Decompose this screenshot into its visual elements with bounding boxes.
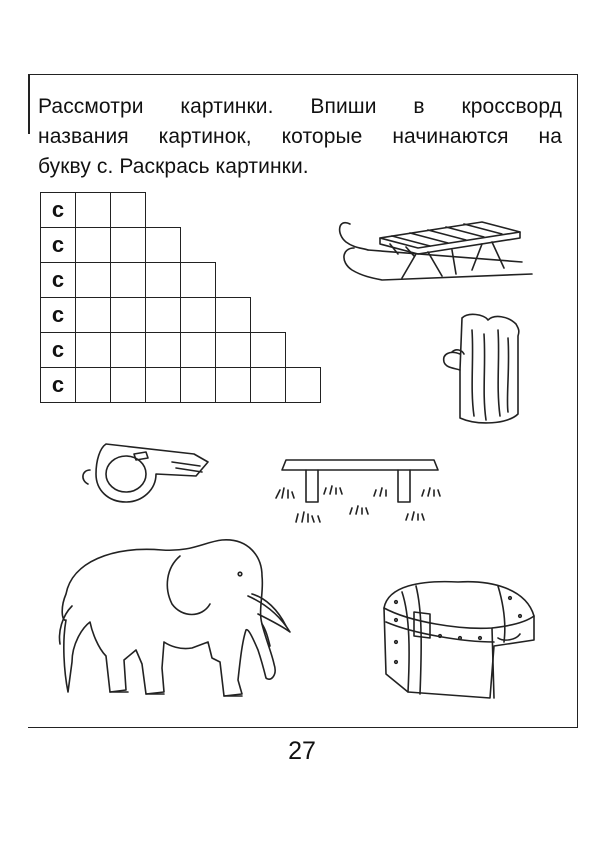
crossword-cell[interactable] bbox=[145, 227, 181, 263]
crossword-cell[interactable] bbox=[180, 367, 216, 403]
page-number: 27 bbox=[288, 737, 316, 765]
crossword-cell[interactable] bbox=[215, 297, 251, 333]
crossword-cell[interactable] bbox=[110, 332, 146, 368]
crossword-start-letter: с bbox=[40, 297, 76, 333]
crossword-cell[interactable] bbox=[250, 332, 286, 368]
crossword-start-letter: с bbox=[40, 227, 76, 263]
tree-stump-icon bbox=[438, 308, 528, 432]
crossword-cell[interactable] bbox=[145, 332, 181, 368]
crossword-cell[interactable] bbox=[75, 227, 111, 263]
crossword-cell[interactable] bbox=[110, 262, 146, 298]
crossword-cell[interactable] bbox=[145, 367, 181, 403]
crossword-cell[interactable] bbox=[110, 192, 146, 228]
crossword-cell[interactable] bbox=[215, 332, 251, 368]
crossword-cell[interactable] bbox=[110, 297, 146, 333]
task-instruction bbox=[38, 92, 562, 182]
instruction-line-3: букву с. Раскрась картинки. bbox=[38, 155, 309, 178]
crossword-cell[interactable] bbox=[215, 367, 251, 403]
crossword-start-letter: с bbox=[40, 367, 76, 403]
crossword-cell[interactable] bbox=[75, 262, 111, 298]
crossword-cell[interactable] bbox=[75, 367, 111, 403]
crossword-start-letter: с bbox=[40, 192, 76, 228]
crossword-start-letter: с bbox=[40, 332, 76, 368]
crossword-start-letter: с bbox=[40, 262, 76, 298]
instruction-line-2: названия картинок, которые начинаются на bbox=[38, 125, 562, 148]
crossword-cell[interactable] bbox=[180, 262, 216, 298]
whistle-icon bbox=[76, 432, 214, 510]
bench-icon bbox=[266, 454, 448, 526]
crossword-cell[interactable] bbox=[145, 262, 181, 298]
crossword-cell[interactable] bbox=[285, 367, 321, 403]
chest-icon bbox=[380, 576, 540, 700]
crossword-cell[interactable] bbox=[110, 227, 146, 263]
crossword-cell[interactable] bbox=[180, 297, 216, 333]
frame-left-edge bbox=[28, 74, 30, 134]
sled-icon bbox=[332, 204, 542, 294]
crossword-cell[interactable] bbox=[75, 297, 111, 333]
crossword-cell[interactable] bbox=[75, 192, 111, 228]
crossword-cell[interactable] bbox=[250, 367, 286, 403]
crossword-cell[interactable] bbox=[145, 297, 181, 333]
crossword-cell[interactable] bbox=[180, 332, 216, 368]
crossword-cell[interactable] bbox=[75, 332, 111, 368]
crossword-cell[interactable] bbox=[110, 367, 146, 403]
instruction-line-1: Рассмотри картинки. Впиши в кроссворд bbox=[38, 95, 562, 118]
elephant-icon bbox=[52, 532, 302, 710]
